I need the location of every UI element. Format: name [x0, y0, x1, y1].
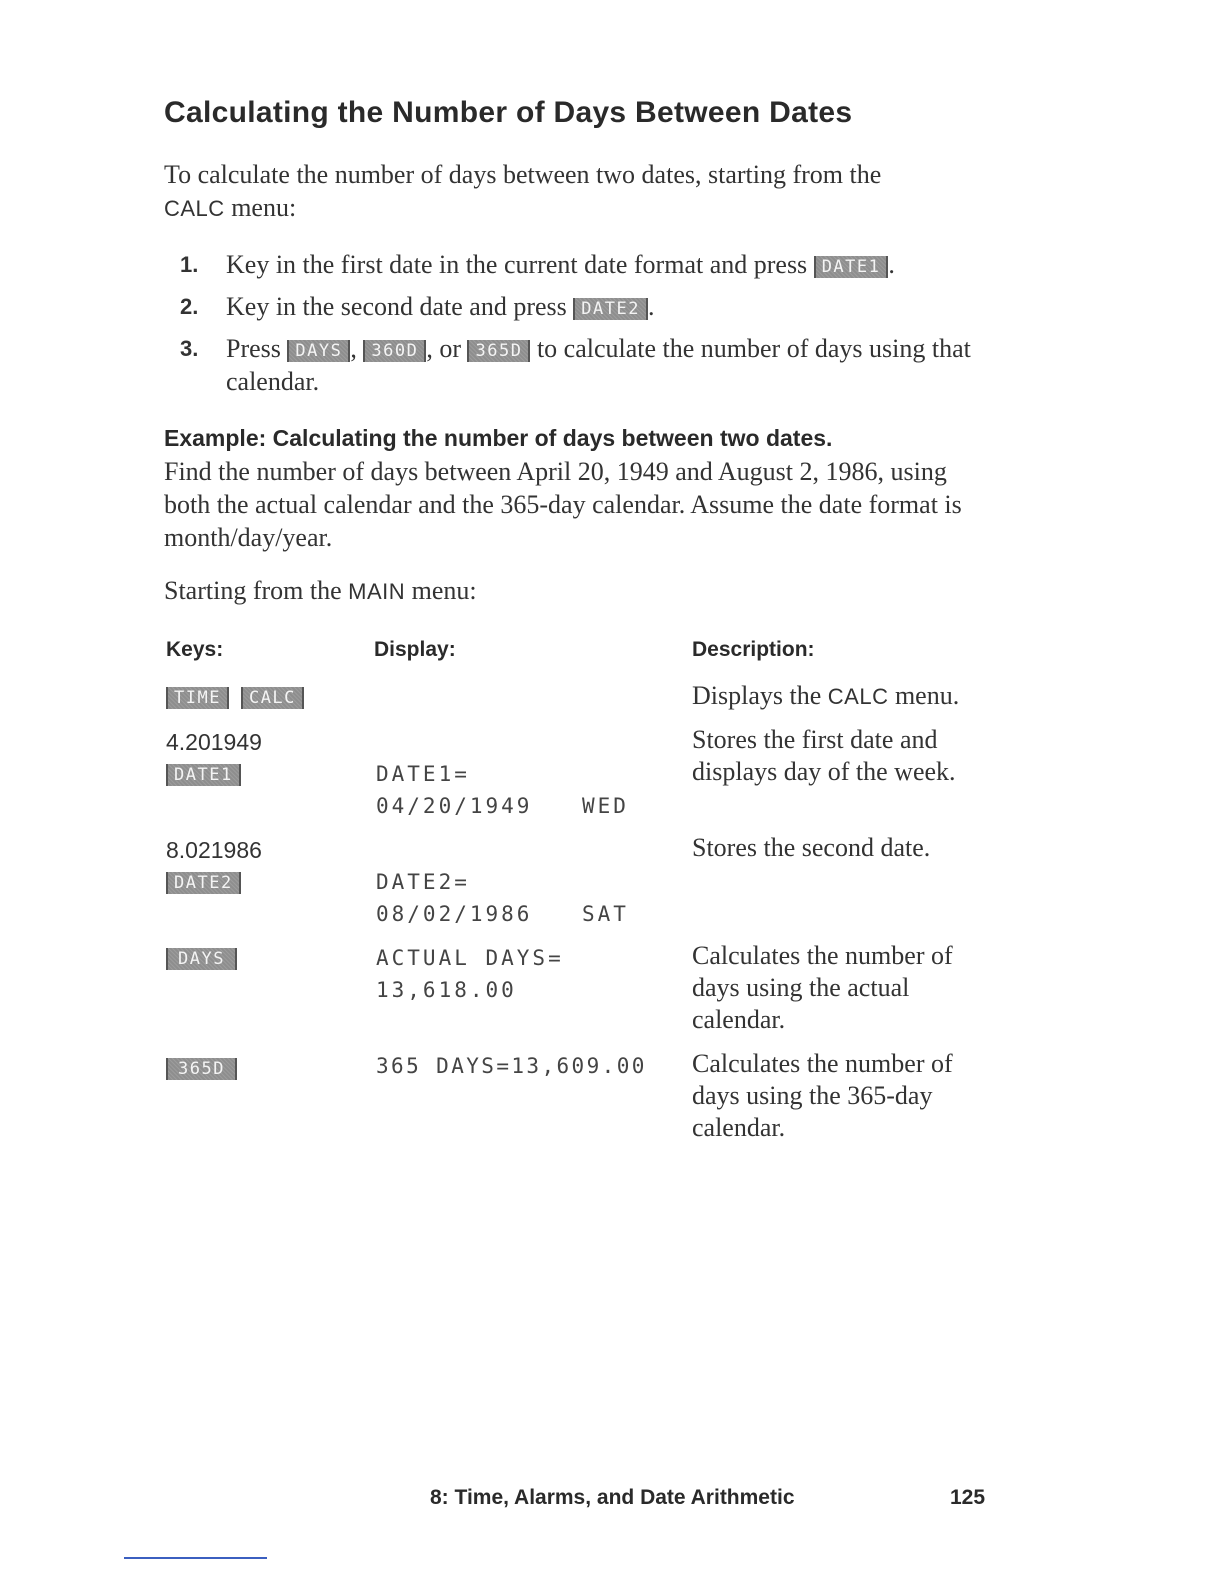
- step-number: 2.: [180, 294, 199, 319]
- page-title: Calculating the Number of Days Between Dates: [164, 96, 853, 129]
- step-text: Key in the second date and press: [226, 292, 567, 321]
- desc-text: Displays the: [692, 681, 822, 710]
- step-number: 1.: [180, 252, 199, 277]
- intro-suffix: menu:: [231, 193, 297, 222]
- step-punct: .: [888, 250, 895, 279]
- example-block: [164, 422, 994, 554]
- 365d-key: 365D: [166, 1058, 237, 1080]
- row5-display-line1: 365 DAYS=13,609.00: [376, 1054, 647, 1078]
- days-key: DAYS: [166, 948, 237, 970]
- step-text: Key in the first date in the current date format and press: [226, 250, 808, 279]
- keys-column-header: Keys:: [166, 638, 224, 661]
- row1-description: [692, 680, 997, 713]
- example-title: Example: Calculating the number of days between two dates.: [164, 425, 833, 451]
- date1-key: DATE1: [166, 764, 241, 786]
- row3-display-line2: 08/02/1986: [376, 902, 533, 926]
- row1-keys: [166, 687, 312, 709]
- 360d-key: 360D: [363, 340, 426, 362]
- display-column-header: Display:: [374, 638, 456, 661]
- desc-text: menu.: [894, 681, 960, 710]
- row4-display-line2: 13,618.00: [376, 978, 517, 1002]
- example-body: Find the number of days between April 20, 1949 and August 2, 1986, using both the actual calendar and the 365-day calendar. Assume the date format is month/day/year.: [164, 457, 962, 552]
- row3-keys: [166, 872, 249, 894]
- row5-description: Calculates the number of days using the 365-day calendar.: [692, 1049, 953, 1142]
- calc-key: CALC: [241, 687, 304, 709]
- row2-display-line1: DATE1=: [376, 762, 470, 786]
- starting-menu-name: MAIN: [348, 579, 406, 604]
- row3-entry: 8.021986: [166, 837, 262, 863]
- row2-display-day: WED: [582, 794, 629, 818]
- description-column-header: Description:: [692, 638, 815, 661]
- step-punct: , or: [426, 334, 461, 363]
- date2-key: DATE2: [166, 872, 241, 894]
- page-number: 125: [950, 1486, 986, 1509]
- desc-menu-name: CALC: [827, 684, 889, 709]
- row3-display-day: SAT: [582, 902, 629, 926]
- row3-description: Stores the second date.: [692, 833, 931, 862]
- intro-menu-name: CALC: [164, 196, 225, 221]
- step-number: 3.: [180, 336, 199, 361]
- row4-display-line1: ACTUAL DAYS=: [376, 946, 564, 970]
- step-1: [180, 248, 1000, 281]
- row4-description: Calculates the number of days using the actual calendar.: [692, 941, 953, 1034]
- date1-key: DATE1: [814, 256, 889, 278]
- intro-text: To calculate the number of days between two dates, starting from the: [164, 160, 882, 189]
- step-3: [180, 332, 1000, 398]
- starting-line: [164, 576, 477, 606]
- row5-keys: [166, 1058, 245, 1080]
- step-2: [180, 290, 1000, 323]
- step-text: Press: [226, 334, 281, 363]
- date2-key: DATE2: [573, 298, 648, 320]
- 365d-key: 365D: [467, 340, 530, 362]
- step-punct: ,: [350, 334, 357, 363]
- days-key: DAYS: [287, 340, 350, 362]
- row3-display-line1: DATE2=: [376, 870, 470, 894]
- row2-entry: 4.201949: [166, 729, 262, 755]
- intro-paragraph: [164, 158, 994, 225]
- chapter-footer: 8: Time, Alarms, and Date Arithmetic: [430, 1486, 795, 1509]
- bottom-rule-divider: [124, 1557, 267, 1559]
- row2-description: Stores the first date and displays day of the week.: [692, 725, 956, 786]
- steps-list: [180, 248, 1000, 407]
- starting-suffix: menu:: [411, 576, 477, 605]
- step-text: to calculate the number of days using that calendar.: [226, 334, 971, 396]
- row4-keys: [166, 948, 245, 970]
- row2-keys: [166, 764, 249, 786]
- time-key: TIME: [166, 687, 229, 709]
- row2-display-line2: 04/20/1949: [376, 794, 533, 818]
- step-punct: .: [647, 292, 655, 321]
- starting-prefix: Starting from the: [164, 576, 342, 605]
